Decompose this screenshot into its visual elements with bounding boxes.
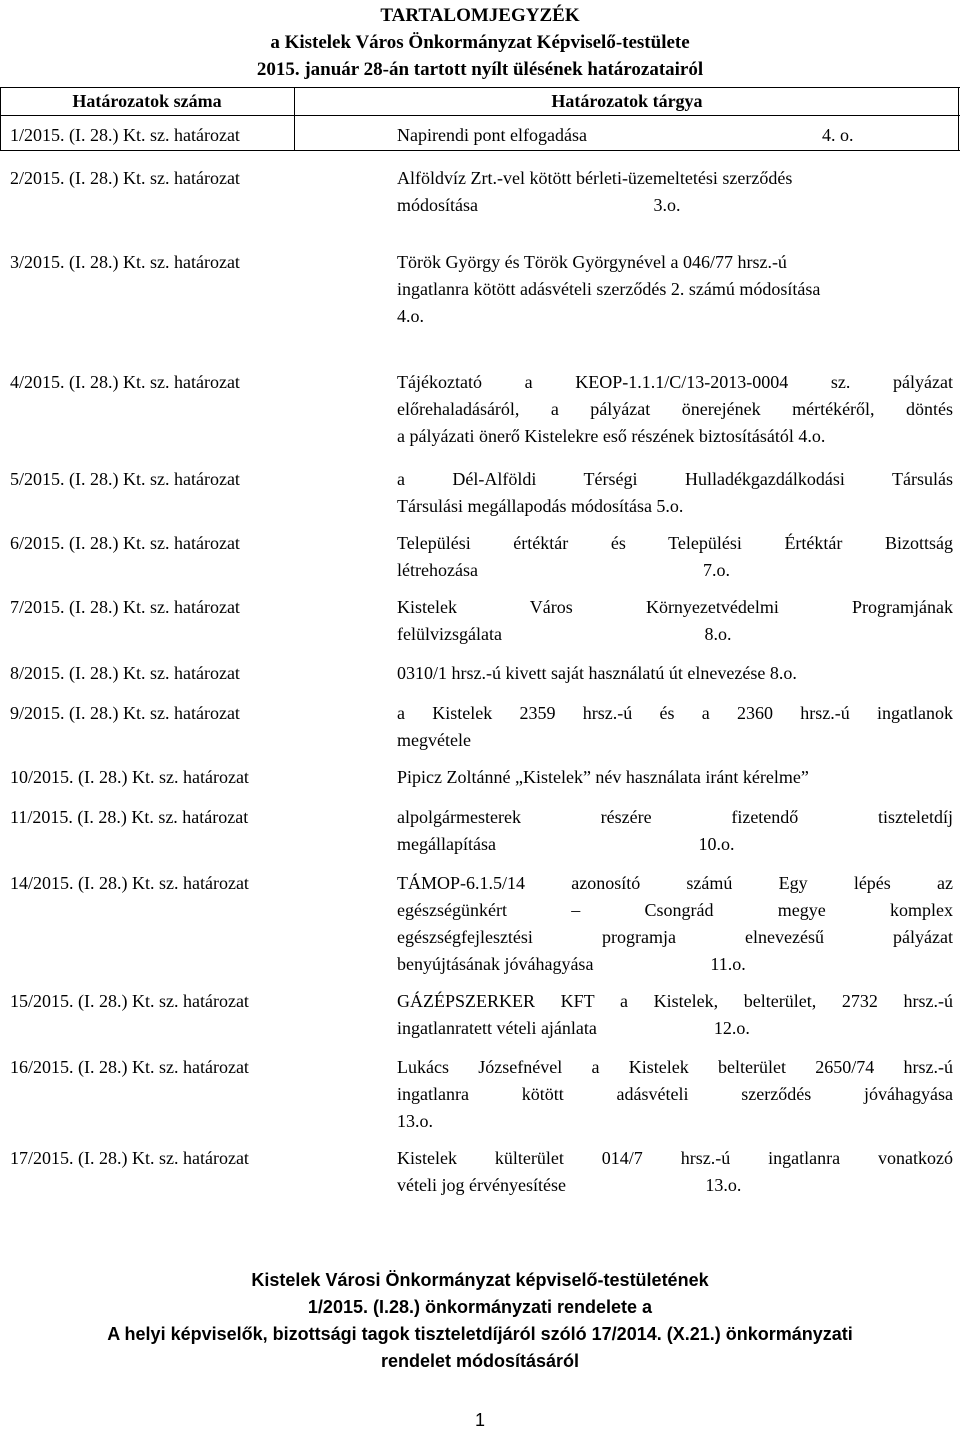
column-header-subject: Határozatok tárgya xyxy=(551,91,703,111)
subject-line: ingatlanra kötött adásvételi szerződés 2. számú módosítása xyxy=(397,279,821,299)
subject-line: Lukács Józsefnével a Kistelek belterület 2650/74 hrsz.-ú xyxy=(397,1057,953,1077)
subject-line: megállapítása 10.o. xyxy=(397,834,735,854)
table-border-header xyxy=(0,115,960,116)
subject-line: Tájékoztató a KEOP-1.1.1/C/13-2013-0004 sz. pályázat xyxy=(397,372,953,392)
resolution-number: 5/2015. (I. 28.) Kt. sz. határozat xyxy=(10,469,240,489)
resolution-subject xyxy=(397,870,953,978)
ordinance-subject-end: rendelet módosításáról xyxy=(380,1351,580,1371)
resolution-number: 16/2015. (I. 28.) Kt. sz. határozat xyxy=(10,1057,249,1077)
resolution-subject: Napirendi pont elfogadása xyxy=(397,125,587,145)
resolution-number: 3/2015. (I. 28.) Kt. sz. határozat xyxy=(10,252,240,272)
subject-line: Török György és Török Györgynével a 046/77 hrsz.-ú xyxy=(397,252,787,272)
resolution-subject xyxy=(397,594,953,648)
subject-line: ingatlanra kötött adásvételi szerződés jóváhagyása xyxy=(397,1084,953,1104)
resolution-page: 4. o. xyxy=(822,125,854,145)
page-number: 1 xyxy=(474,1410,485,1430)
resolution-subject xyxy=(397,804,953,858)
resolution-number: 4/2015. (I. 28.) Kt. sz. határozat xyxy=(10,372,240,392)
ordinance-subject: A helyi képviselők, bizottsági tagok tiszteletdíjáról szóló 17/2014. (X.21.) önkormányzati xyxy=(107,1324,853,1344)
subject-line: benyújtásának jóváhagyása 11.o. xyxy=(397,954,746,974)
resolution-number: 10/2015. (I. 28.) Kt. sz. határozat xyxy=(10,767,249,787)
subject-line: vételi jog érvényesítése 13.o. xyxy=(397,1175,742,1195)
resolution-subject xyxy=(397,764,953,791)
document-subtitle-date: 2015. január 28-án tartott nyílt ülésének határozatairól xyxy=(256,59,704,80)
resolution-subject xyxy=(397,700,953,754)
resolution-subject xyxy=(397,660,953,687)
subject-line: 4.o. xyxy=(397,306,424,326)
ordinance-number: 1/2015. (I.28.) önkormányzati rendelete a xyxy=(307,1297,653,1317)
resolution-number: 2/2015. (I. 28.) Kt. sz. határozat xyxy=(10,168,240,188)
resolution-number: 9/2015. (I. 28.) Kt. sz. határozat xyxy=(10,703,240,723)
resolution-number: 11/2015. (I. 28.) Kt. sz. határozat xyxy=(10,807,249,827)
subject-line: Társulási megállapodás módosítása 5.o. xyxy=(397,496,684,516)
subject-line: ingatlanratett vételi ajánlata 12.o. xyxy=(397,1018,750,1038)
resolution-subject xyxy=(397,466,953,520)
subject-line: Települési értéktár és Települési Értéktár Bizottság xyxy=(397,533,953,553)
resolution-subject xyxy=(397,165,953,219)
subject-line: a Kistelek 2359 hrsz.-ú és a 2360 hrsz.-ú ingatlanok xyxy=(397,703,953,723)
resolution-number: 15/2015. (I. 28.) Kt. sz. határozat xyxy=(10,991,249,1011)
subject-line: 0310/1 hrsz.-ú kivett saját használatú út elnevezése 8.o. xyxy=(397,663,797,683)
resolution-subject xyxy=(397,530,953,584)
resolution-number: 14/2015. (I. 28.) Kt. sz. határozat xyxy=(10,873,249,893)
subject-line: TÁMOP-6.1.5/14 azonosító számú Egy lépés az xyxy=(397,873,953,893)
subject-line: egészségfejlesztési programja elnevezésű pályázat xyxy=(397,927,953,947)
subject-line: Alföldvíz Zrt.-vel kötött bérleti-üzemeltetési szerződés xyxy=(397,168,793,188)
column-header-number: Határozatok száma xyxy=(72,91,222,111)
subject-line: a pályázati önerő Kistelekre eső részének biztosításától 4.o. xyxy=(397,426,826,446)
resolution-number: 7/2015. (I. 28.) Kt. sz. határozat xyxy=(10,597,240,617)
table-border-middle xyxy=(294,87,295,151)
document-subtitle: a Kistelek Város Önkormányzat Képviselő-testülete xyxy=(270,32,690,53)
resolution-number: 17/2015. (I. 28.) Kt. sz. határozat xyxy=(10,1148,249,1168)
subject-line: egészségünkért – Csongrád megye komplex xyxy=(397,900,953,920)
subject-line: GÁZÉPSZERKER KFT a Kistelek, belterület, 2732 hrsz.-ú xyxy=(397,991,953,1011)
subject-line: alpolgármesterek részére fizetendő tiszteletdíj xyxy=(397,807,953,827)
resolution-number: 6/2015. (I. 28.) Kt. sz. határozat xyxy=(10,533,240,553)
resolution-subject xyxy=(397,1145,953,1199)
resolution-number: 1/2015. (I. 28.) Kt. sz. határozat xyxy=(10,125,240,145)
resolution-subject xyxy=(397,369,953,450)
document-title: TARTALOMJEGYZÉK xyxy=(380,5,580,26)
subject-line: felülvizsgálata 8.o. xyxy=(397,624,732,644)
subject-line: megvétele xyxy=(397,730,471,750)
subject-line: Kistelek Város Környezetvédelmi Programjának xyxy=(397,597,953,617)
ordinance-title: Kistelek Városi Önkormányzat képviselő-testületének xyxy=(251,1270,709,1290)
subject-line: előrehaladásáról, a pályázat önerejének mértékéről, döntés xyxy=(397,399,953,419)
resolution-subject xyxy=(397,1054,953,1135)
subject-line: Pipicz Zoltánné „Kistelek” név használata iránt kérelme” xyxy=(397,767,809,787)
resolution-subject xyxy=(397,988,953,1042)
subject-line: módosítása 3.o. xyxy=(397,195,681,215)
subject-line: a Dél-Alföldi Térségi Hulladékgazdálkodási Társulás xyxy=(397,469,953,489)
table-border-row1 xyxy=(0,150,960,151)
resolution-number: 8/2015. (I. 28.) Kt. sz. határozat xyxy=(10,663,240,683)
resolution-subject xyxy=(397,249,953,330)
subject-line: 13.o. xyxy=(397,1111,433,1131)
subject-line: Kistelek külterület 014/7 hrsz.-ú ingatlanra vonatkozó xyxy=(397,1148,953,1168)
table-border-right xyxy=(958,87,959,151)
subject-line: létrehozása 7.o. xyxy=(397,560,730,580)
